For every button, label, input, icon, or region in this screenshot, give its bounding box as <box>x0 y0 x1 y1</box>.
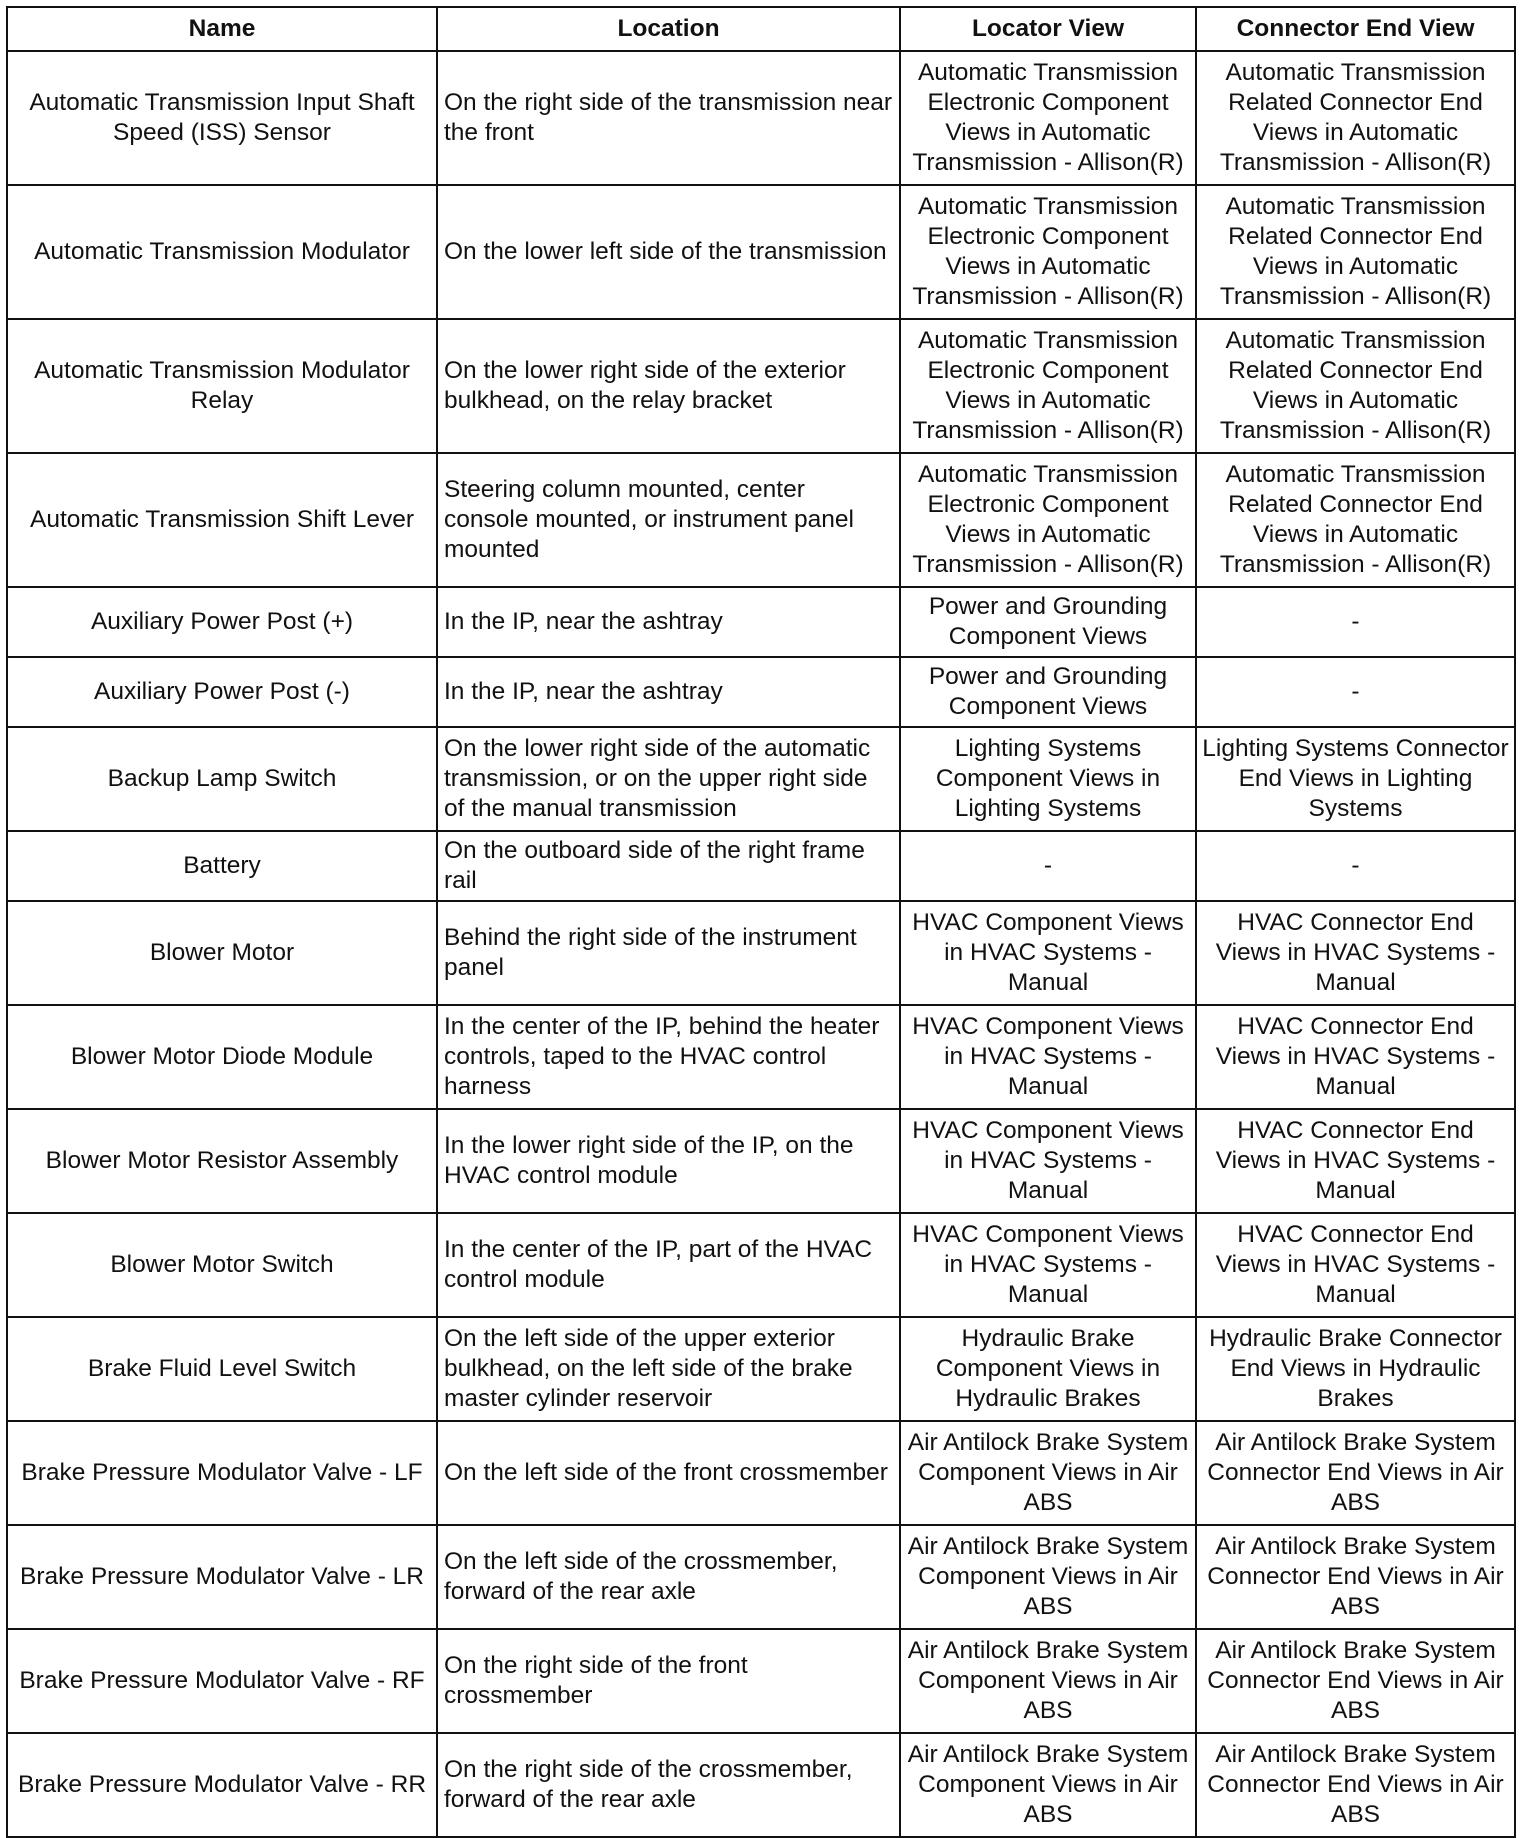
table-row <box>7 1629 1515 1733</box>
cell-location: In the center of the IP, part of the HVAC control module <box>437 1213 900 1317</box>
table-row <box>7 1733 1515 1837</box>
cell-name: Automatic Transmission Modulator Relay <box>7 319 437 453</box>
cell-connector-end-view: Air Antilock Brake System Connector End Views in Air ABS <box>1196 1421 1515 1525</box>
table-row <box>7 1421 1515 1525</box>
table-row <box>7 1213 1515 1317</box>
cell-connector-end-view: HVAC Connector End Views in HVAC Systems - Manual <box>1196 1109 1515 1213</box>
cell-locator-view: Air Antilock Brake System Component Views in Air ABS <box>900 1421 1196 1525</box>
header-row <box>7 7 1515 51</box>
cell-locator-view: HVAC Component Views in HVAC Systems - Manual <box>900 1005 1196 1109</box>
cell-name: Brake Fluid Level Switch <box>7 1317 437 1421</box>
cell-locator-view: Power and Grounding Component Views <box>900 657 1196 727</box>
cell-name: Backup Lamp Switch <box>7 727 437 831</box>
cell-name: Brake Pressure Modulator Valve - LF <box>7 1421 437 1525</box>
cell-location: In the IP, near the ashtray <box>437 587 900 657</box>
cell-connector-end-view: Automatic Transmission Related Connector End Views in Automatic Transmission - Allison(R) <box>1196 453 1515 587</box>
cell-locator-view: HVAC Component Views in HVAC Systems - Manual <box>900 1213 1196 1317</box>
column-header-location: Location <box>437 7 900 51</box>
cell-locator-view: Hydraulic Brake Component Views in Hydraulic Brakes <box>900 1317 1196 1421</box>
table-row <box>7 587 1515 657</box>
table-row <box>7 831 1515 901</box>
cell-connector-end-view: Hydraulic Brake Connector End Views in Hydraulic Brakes <box>1196 1317 1515 1421</box>
cell-locator-view: Automatic Transmission Electronic Component Views in Automatic Transmission - Allison(R) <box>900 453 1196 587</box>
cell-name: Brake Pressure Modulator Valve - LR <box>7 1525 437 1629</box>
cell-connector-end-view: - <box>1196 587 1515 657</box>
cell-locator-view: Power and Grounding Component Views <box>900 587 1196 657</box>
cell-location: In the IP, near the ashtray <box>437 657 900 727</box>
cell-locator-view: - <box>900 831 1196 901</box>
cell-connector-end-view: HVAC Connector End Views in HVAC Systems - Manual <box>1196 1213 1515 1317</box>
table-row <box>7 1525 1515 1629</box>
cell-location: On the left side of the crossmember, forward of the rear axle <box>437 1525 900 1629</box>
component-locator-table <box>6 6 1516 1838</box>
cell-location: Steering column mounted, center console mounted, or instrument panel mounted <box>437 453 900 587</box>
cell-locator-view: Automatic Transmission Electronic Component Views in Automatic Transmission - Allison(R) <box>900 185 1196 319</box>
table-row <box>7 657 1515 727</box>
cell-location: On the right side of the transmission near the front <box>437 51 900 185</box>
cell-locator-view: Air Antilock Brake System Component Views in Air ABS <box>900 1733 1196 1837</box>
cell-name: Automatic Transmission Shift Lever <box>7 453 437 587</box>
column-header-name: Name <box>7 7 437 51</box>
cell-name: Blower Motor Resistor Assembly <box>7 1109 437 1213</box>
cell-location: Behind the right side of the instrument panel <box>437 901 900 1005</box>
cell-name: Auxiliary Power Post (-) <box>7 657 437 727</box>
cell-location: In the lower right side of the IP, on the HVAC control module <box>437 1109 900 1213</box>
cell-connector-end-view: - <box>1196 831 1515 901</box>
cell-name: Brake Pressure Modulator Valve - RR <box>7 1733 437 1837</box>
cell-connector-end-view: Air Antilock Brake System Connector End Views in Air ABS <box>1196 1629 1515 1733</box>
table-row <box>7 727 1515 831</box>
cell-location: On the lower left side of the transmission <box>437 185 900 319</box>
cell-location: On the outboard side of the right frame rail <box>437 831 900 901</box>
cell-locator-view: Automatic Transmission Electronic Component Views in Automatic Transmission - Allison(R) <box>900 319 1196 453</box>
cell-name: Auxiliary Power Post (+) <box>7 587 437 657</box>
cell-connector-end-view: HVAC Connector End Views in HVAC Systems - Manual <box>1196 1005 1515 1109</box>
cell-name: Brake Pressure Modulator Valve - RF <box>7 1629 437 1733</box>
table-row <box>7 453 1515 587</box>
cell-connector-end-view: HVAC Connector End Views in HVAC Systems - Manual <box>1196 901 1515 1005</box>
column-header-connector-end-view: Connector End View <box>1196 7 1515 51</box>
cell-locator-view: HVAC Component Views in HVAC Systems - Manual <box>900 1109 1196 1213</box>
cell-name: Battery <box>7 831 437 901</box>
cell-name: Blower Motor Switch <box>7 1213 437 1317</box>
cell-connector-end-view: Automatic Transmission Related Connector End Views in Automatic Transmission - Allison(R) <box>1196 51 1515 185</box>
cell-location: On the left side of the front crossmember <box>437 1421 900 1525</box>
cell-name: Automatic Transmission Modulator <box>7 185 437 319</box>
table-row <box>7 319 1515 453</box>
cell-connector-end-view: Automatic Transmission Related Connector End Views in Automatic Transmission - Allison(R) <box>1196 319 1515 453</box>
cell-locator-view: Automatic Transmission Electronic Component Views in Automatic Transmission - Allison(R) <box>900 51 1196 185</box>
cell-connector-end-view: Air Antilock Brake System Connector End Views in Air ABS <box>1196 1525 1515 1629</box>
cell-name: Automatic Transmission Input Shaft Speed (ISS) Sensor <box>7 51 437 185</box>
cell-locator-view: Air Antilock Brake System Component Views in Air ABS <box>900 1629 1196 1733</box>
cell-locator-view: HVAC Component Views in HVAC Systems - Manual <box>900 901 1196 1005</box>
table-row <box>7 1005 1515 1109</box>
table-row <box>7 51 1515 185</box>
cell-location: On the right side of the front crossmember <box>437 1629 900 1733</box>
cell-name: Blower Motor Diode Module <box>7 1005 437 1109</box>
cell-locator-view: Lighting Systems Component Views in Lighting Systems <box>900 727 1196 831</box>
column-header-locator-view: Locator View <box>900 7 1196 51</box>
table-row <box>7 1109 1515 1213</box>
table-row <box>7 185 1515 319</box>
cell-locator-view: Air Antilock Brake System Component Views in Air ABS <box>900 1525 1196 1629</box>
table-row <box>7 1317 1515 1421</box>
cell-location: On the left side of the upper exterior bulkhead, on the left side of the brake master cylinder reservoir <box>437 1317 900 1421</box>
cell-connector-end-view: Air Antilock Brake System Connector End Views in Air ABS <box>1196 1733 1515 1837</box>
cell-location: On the lower right side of the automatic transmission, or on the upper right side of the manual transmission <box>437 727 900 831</box>
cell-connector-end-view: - <box>1196 657 1515 727</box>
cell-name: Blower Motor <box>7 901 437 1005</box>
cell-connector-end-view: Lighting Systems Connector End Views in Lighting Systems <box>1196 727 1515 831</box>
cell-location: On the lower right side of the exterior bulkhead, on the relay bracket <box>437 319 900 453</box>
cell-location: On the right side of the crossmember, forward of the rear axle <box>437 1733 900 1837</box>
table-row <box>7 901 1515 1005</box>
component-table-wrapper <box>6 6 1514 1838</box>
cell-location: In the center of the IP, behind the heater controls, taped to the HVAC control harness <box>437 1005 900 1109</box>
cell-connector-end-view: Automatic Transmission Related Connector End Views in Automatic Transmission - Allison(R) <box>1196 185 1515 319</box>
